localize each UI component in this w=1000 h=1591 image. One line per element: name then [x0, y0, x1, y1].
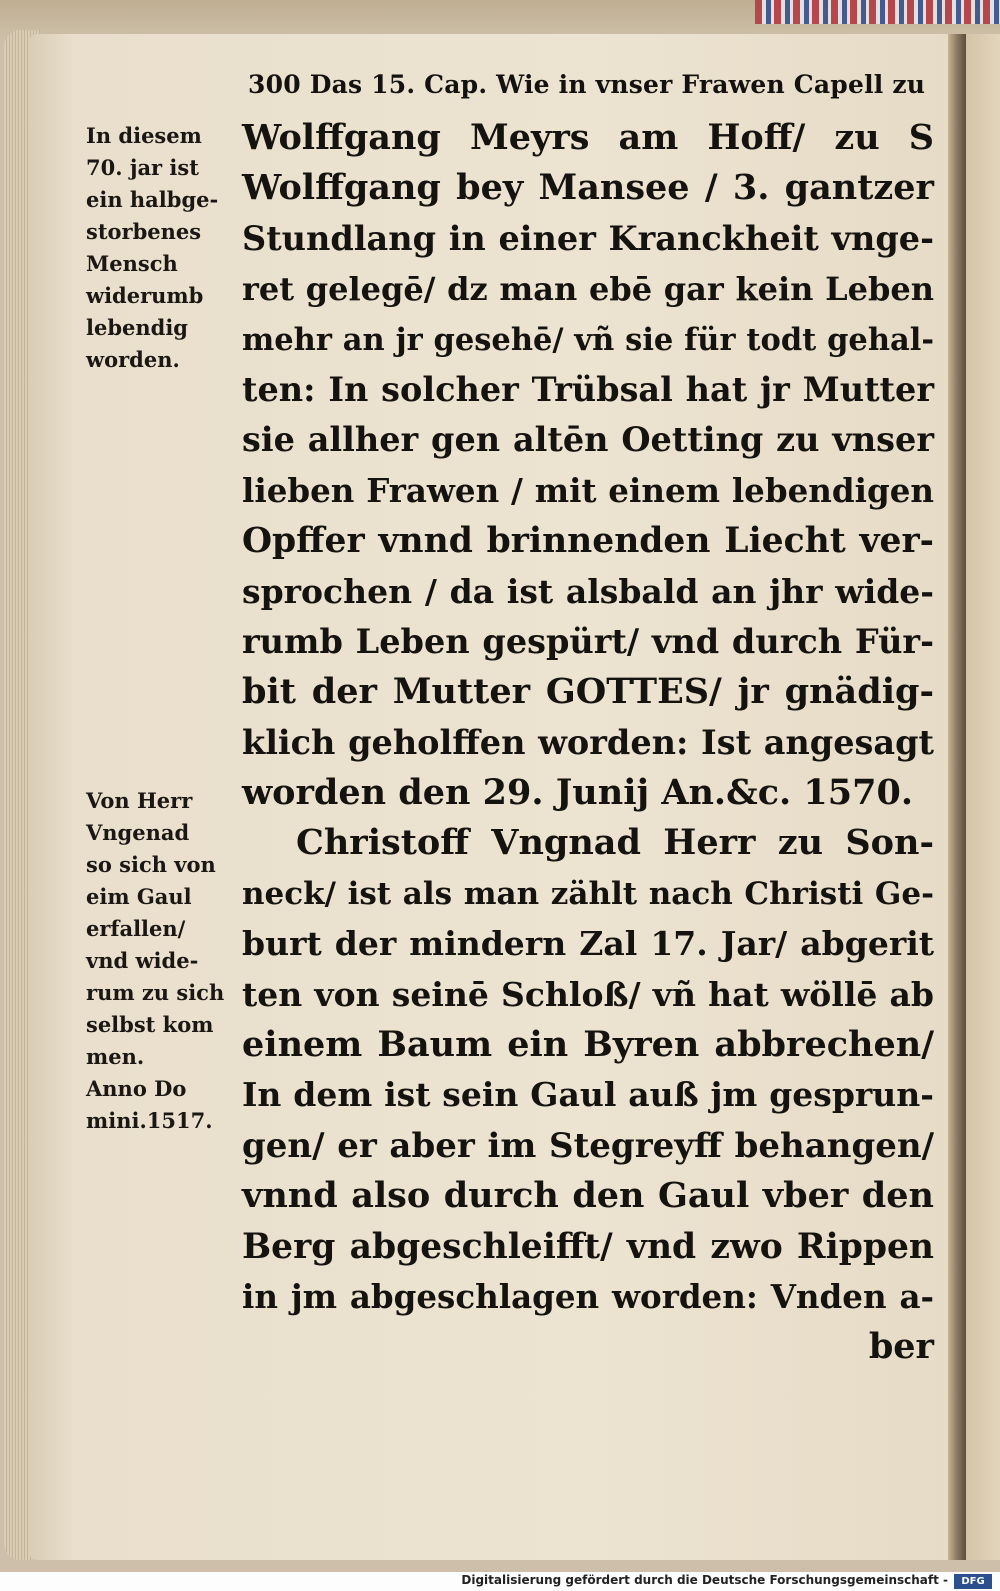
text-line: Wolffgang bey Mansee / 3. gantzer: [242, 167, 934, 209]
margin-note-2: [86, 785, 246, 1137]
margin-note-line: lebendig: [86, 315, 188, 340]
text-line: einem Baum ein Byren abbrechen/: [242, 1024, 934, 1066]
body-text: [242, 113, 934, 1373]
margin-note-1: [86, 120, 246, 376]
margin-note-line: rum zu sich: [86, 980, 225, 1005]
margin-note-line: vnd wide-: [86, 948, 199, 973]
text-line: burt der mindern Zal 17. Jar/ abgerit: [242, 924, 934, 964]
margin-note-line: 70. jar ist: [86, 155, 199, 180]
text-line: sprochen / da ist alsbald an jhr wide-: [242, 571, 934, 611]
margin-note-line: erfallen/: [86, 916, 186, 941]
text-line: lieben Frawen / mit einem lebendigen: [242, 470, 934, 510]
text-line: In dem ist sein Gaul auß jm gesprun-: [242, 1075, 934, 1115]
text-line: worden den 29. Junij An.&c. 1570.: [242, 772, 913, 814]
bookmark-ribbon: [755, 0, 1000, 24]
text-line: in jm abgeschlagen worden: Vnden a-: [242, 1276, 934, 1316]
text-line: gen/ er aber im Stegreyff behangen/: [242, 1125, 934, 1166]
catchword: ber: [868, 1326, 934, 1368]
margin-note-line: Anno Do: [86, 1076, 187, 1101]
text-line: ten: In solcher Trübsal hat jr Mutter: [242, 369, 934, 409]
margin-note-line: eim Gaul: [86, 884, 192, 909]
text-line: rumb Leben gespürt/ vnd durch Für-: [242, 621, 934, 661]
margin-note-line: so sich von: [86, 852, 216, 877]
footer-credit: Digitalisierung gefördert durch die Deutsche Forschungsgemeinschaft -: [461, 1573, 948, 1587]
margin-note-line: Mensch: [86, 251, 178, 276]
text-line: ret gelegē/ dz man ebē gar kein Leben: [242, 270, 934, 309]
margin-note-line: Von Herr: [86, 788, 193, 813]
text-line: mehr an jr gesehē/ vñ sie für todt gehal-: [242, 321, 934, 358]
margin-note-line: men.: [86, 1044, 145, 1069]
text-line: vnnd also durch den Gaul vber den: [242, 1175, 934, 1217]
running-header: 300 Das 15. Cap. Wie in vnser Frawen Capell zu: [248, 70, 926, 99]
margin-note-line: storbenes: [86, 219, 202, 244]
dfg-logo: DFG: [954, 1574, 992, 1589]
text-line: ten von seinē Schloß/ vñ hat wöllē ab: [242, 974, 934, 1014]
margin-note-line: In diesem: [86, 123, 202, 148]
margin-note-line: worden.: [86, 347, 180, 372]
book-gutter: [948, 34, 966, 1560]
margin-note-line: Vngenad: [86, 820, 190, 845]
footer-bar: [0, 1572, 1000, 1591]
text-line: sie allher gen altēn Oetting zu vnser: [242, 420, 934, 460]
text-line: Christoff Vngnad Herr zu Son-: [296, 822, 934, 864]
text-line: Opffer vnnd brinnenden Liecht ver-: [242, 521, 934, 562]
text-line: klich geholffen worden: Ist angesagt: [242, 722, 934, 762]
margin-note-line: selbst kom: [86, 1012, 214, 1037]
text-line: Berg abgeschleifft/ vnd zwo Rippen: [242, 1226, 934, 1267]
margin-note-line: ein halbge-: [86, 187, 219, 212]
facing-page-edge: [966, 34, 1000, 1560]
text-line: Wolffgang Meyrs am Hoff/ zu S: [242, 117, 934, 158]
margin-note-line: widerumb: [86, 283, 204, 308]
text-line: neck/ ist als man zählt nach Christi Ge-: [242, 875, 934, 912]
text-line: Stundlang in einer Kranckheit vnge-: [242, 218, 934, 258]
margin-note-line: mini.1517.: [86, 1108, 213, 1133]
text-line: bit der Mutter GOTTES/ jr gnädig-: [242, 671, 934, 713]
